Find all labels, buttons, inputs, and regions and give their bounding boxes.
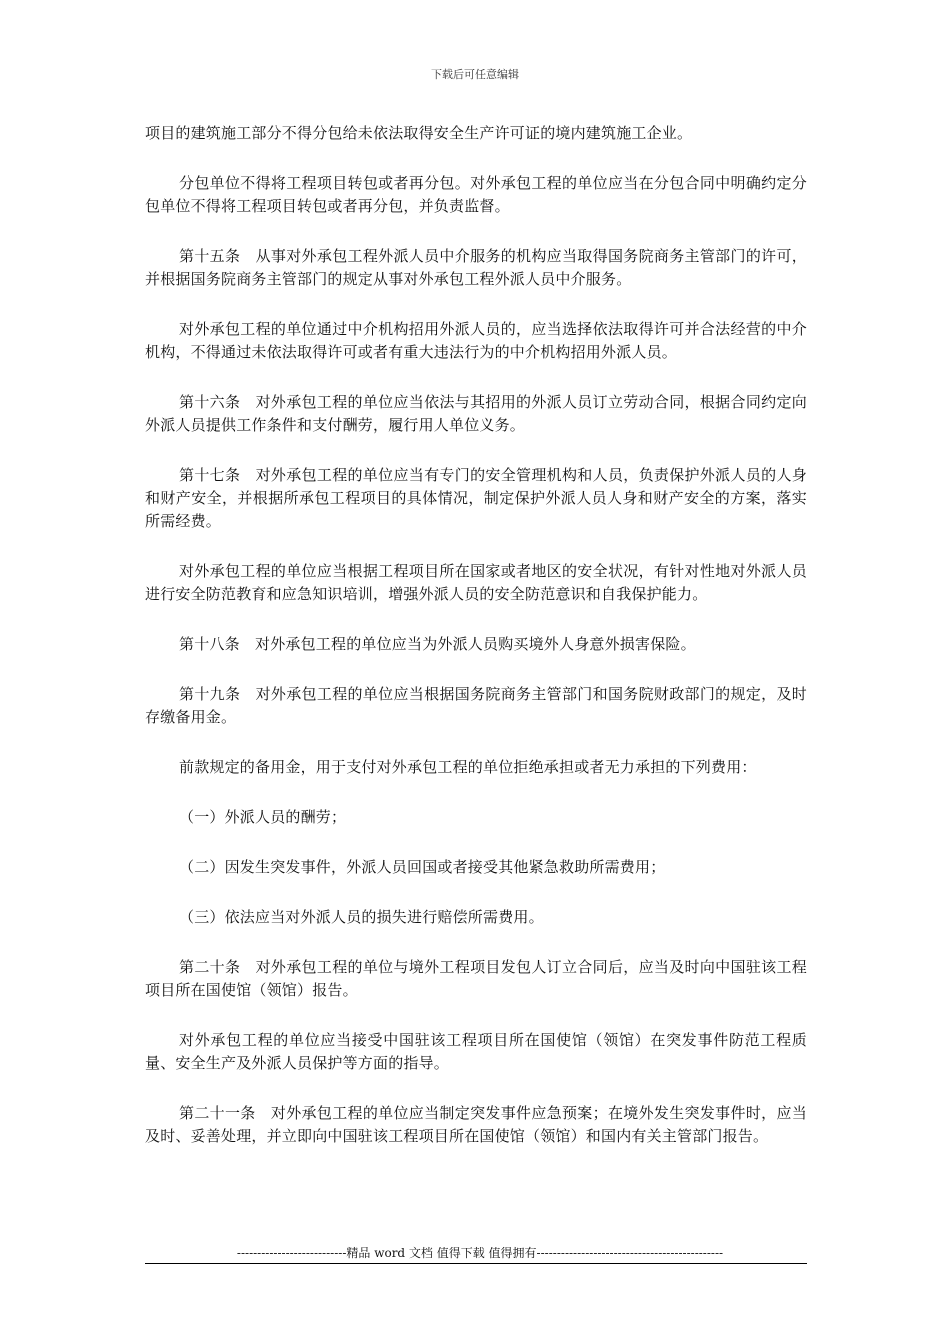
article-20: 第二十条 对外承包工程的单位与境外工程项目发包人订立合同后，应当及时向中国驻该工程项目所在国使馆（领馆）报告。 — [145, 958, 807, 999]
paragraph: 分包单位不得将工程项目转包或者再分包。对外承包工程的单位应当在分包合同中明确约定分包单位不得将工程项目转包或者再分包，并负责监督。 — [145, 174, 807, 215]
list-item: （一）外派人员的酬劳； — [179, 808, 347, 826]
paragraph: 对外承包工程的单位通过中介机构招用外派人员的，应当选择依法取得许可并合法经营的中介机构，不得通过未依法取得许可或者有重大违法行为的中介机构招用外派人员。 — [145, 320, 807, 361]
list-item: （三）依法应当对外派人员的损失进行赔偿所需费用。 — [179, 908, 544, 926]
paragraph: 前款规定的备用金，用于支付对外承包工程的单位拒绝承担或者无力承担的下列费用： — [179, 758, 757, 776]
page-footer: ---------------------------精品 word 文档 值得下载 值得拥有---------------------------------------------- — [236, 1246, 724, 1260]
paragraph: 对外承包工程的单位应当根据工程项目所在国家或者地区的安全状况，有针对性地对外派人员进行安全防范教育和应急知识培训，增强外派人员的安全防范意识和自我保护能力。 — [145, 562, 807, 603]
article-18: 第十八条 对外承包工程的单位应当为外派人员购买境外人身意外损害保险。 — [179, 635, 696, 653]
article-16: 第十六条 对外承包工程的单位应当依法与其招用的外派人员订立劳动合同，根据合同约定向外派人员提供工作条件和支付酬劳，履行用人单位义务。 — [145, 393, 807, 434]
list-item: （二）因发生突发事件，外派人员回国或者接受其他紧急救助所需费用； — [179, 858, 666, 876]
footer-divider — [145, 1263, 807, 1264]
document-body — [145, 122, 807, 1175]
page-header: 下载后可任意编辑 — [431, 68, 519, 81]
article-19: 第十九条 对外承包工程的单位应当根据国务院商务主管部门和国务院财政部门的规定，及时存缴备用金。 — [145, 685, 807, 726]
paragraph: 对外承包工程的单位应当接受中国驻该工程项目所在国使馆（领馆）在突发事件防范工程质量、安全生产及外派人员保护等方面的指导。 — [145, 1031, 807, 1072]
article-15: 第十五条 从事对外承包工程外派人员中介服务的机构应当取得国务院商务主管部门的许可，并根据国务院商务主管部门的规定从事对外承包工程外派人员中介服务。 — [145, 247, 807, 288]
paragraph: 项目的建筑施工部分不得分包给未依法取得安全生产许可证的境内建筑施工企业。 — [145, 124, 693, 142]
article-21: 第二十一条 对外承包工程的单位应当制定突发事件应急预案；在境外发生突发事件时，应当及时、妥善处理，并立即向中国驻该工程项目所在国使馆（领馆）和国内有关主管部门报告。 — [145, 1104, 807, 1145]
article-17: 第十七条 对外承包工程的单位应当有专门的安全管理机构和人员，负责保护外派人员的人身和财产安全，并根据所承包工程项目的具体情况，制定保护外派人员人身和财产安全的方案，落实所需经费。 — [145, 466, 807, 530]
